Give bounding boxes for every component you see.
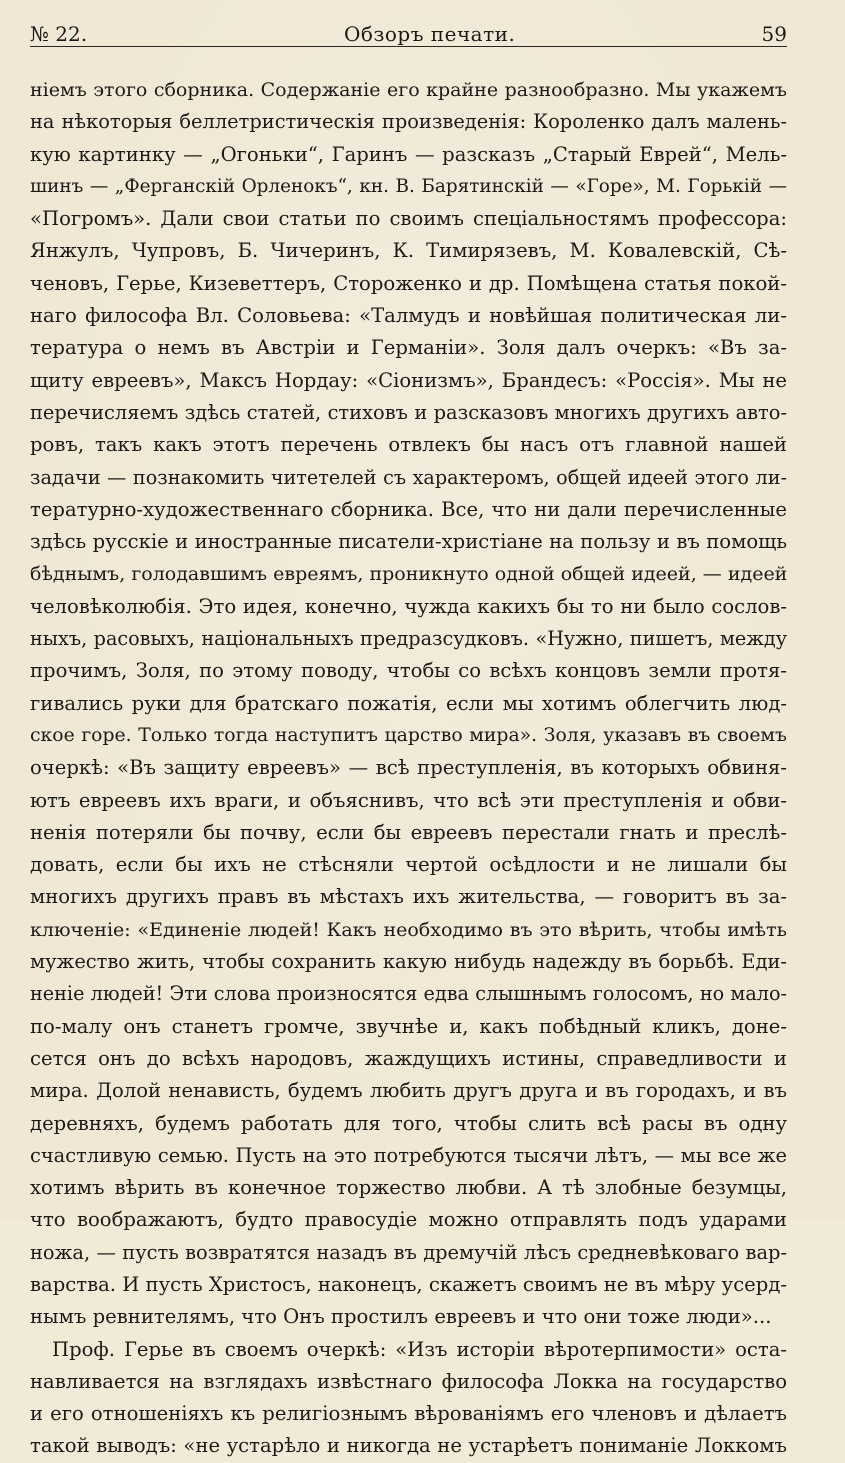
text-line: бѣднымъ, голодавшимъ евреямъ, проникнуто одной общей идеей, — идеей: [30, 563, 787, 586]
text-line: ютъ евреевъ ихъ враги, и объяснивъ, что всѣ эти преступленія и обви-: [30, 788, 787, 812]
text-line: на нѣкоторыя беллетристическія произведенія: Короленко далъ малень-: [30, 110, 787, 134]
text-line: нымъ ревнителямъ, что Онъ простилъ евреевъ и что они тоже люди»...: [30, 1305, 772, 1329]
text-line: ніемъ этого сборника. Содержаніе его крайне разнообразно. Мы укажемъ: [30, 79, 787, 101]
text-line: задачи — познакомить читетелей съ характеромъ, общей идеей этого ли-: [30, 465, 787, 489]
paragraph-start-line: Проф. Герье въ своемъ очеркѣ: «Изъ исторіи вѣротерпимости» оста-: [52, 1337, 787, 1361]
text-line: ское горе. Только тогда наступитъ царство мира». Золя, указавъ въ своемъ: [30, 724, 787, 746]
text-line: хотимъ вѣрить въ конечное торжество любви. А тѣ злобные безумцы,: [30, 1176, 787, 1200]
text-line: счастливую семью. Пусть на это потребуются тысячи лѣтъ, — мы все же: [30, 1143, 787, 1167]
text-line: очеркѣ: «Въ защиту евреевъ» — всѣ преступленія, въ которыхъ обвиня-: [30, 756, 787, 780]
text-line: Янжулъ, Чупровъ, Б. Чичеринъ, К. Тимирязевъ, М. Ковалевскій, Сѣ-: [30, 239, 787, 263]
header-rule: [30, 46, 787, 47]
text-line: «Погромъ». Дали свои статьи по своимъ спеціальностямъ профессора:: [30, 207, 787, 231]
issue-number: № 22.: [30, 22, 88, 46]
running-title: Обзоръ печати.: [344, 22, 516, 46]
text-line: деревняхъ, будемъ работать для того, чтобы слить всѣ расы въ одну: [30, 1111, 787, 1135]
text-line: и его отношеніяхъ къ религіознымъ вѣрованіямъ его членовъ и дѣлаетъ: [30, 1402, 787, 1426]
text-line: ключеніе: «Единеніе людей! Какъ необходимо въ это вѣрить, чтобы имѣть: [30, 918, 787, 941]
text-line: человѣколюбія. Это идея, конечно, чужда какихъ бы то ни было сослов-: [30, 594, 787, 618]
text-line: по-малу онъ станетъ громче, звучнѣе и, какъ побѣдный кликъ, доне-: [30, 1014, 787, 1038]
text-line: многихъ другихъ правъ въ мѣстахъ ихъ жительства, — говоритъ въ за-: [30, 885, 787, 909]
text-line: мира. Долой ненависть, будемъ любить другъ друга и въ городахъ, и въ: [30, 1079, 787, 1103]
text-line: довать, если бы ихъ не стѣсняли чертой осѣдлости и не лишали бы: [30, 853, 787, 877]
text-line: тературно-художественнаго сборника. Все, что ни дали перечисленные: [30, 497, 787, 521]
text-line: тература о немъ въ Австріи и Германіи». Золя далъ очеркъ: «Въ за-: [30, 336, 787, 360]
text-line: щиту евреевъ», Максъ Нордау: «Сіонизмъ», Брандесъ: «Россія». Мы не: [30, 368, 787, 392]
page-number: 59: [761, 22, 787, 46]
body-text: [30, 74, 787, 1463]
text-line: перечисляемъ здѣсь статей, стиховъ и разсказовъ многихъ другихъ авто-: [30, 400, 787, 424]
text-line: здѣсь русскіе и иностранные писатели-христіане на пользу и въ помощь: [30, 530, 787, 554]
text-line: такой выводъ: «не устарѣло и никогда не устарѣетъ пониманіе Локкомъ: [30, 1434, 787, 1458]
text-line: навливается на взглядахъ извѣстнаго философа Локка на государство: [30, 1369, 787, 1393]
text-line: гивались руки для братскаго пожатія, если мы хотимъ облегчить люд-: [30, 691, 787, 715]
text-line: сется онъ до всѣхъ народовъ, жаждущихъ истины, справедливости и: [30, 1046, 787, 1070]
text-line: ныхъ, расовыхъ, національныхъ предразсудковъ. «Нужно, пишетъ, между: [30, 627, 787, 651]
text-line: ненія потеряли бы почву, если бы евреевъ перестали гнать и преслѣ-: [30, 820, 787, 844]
text-line: ножа, — пусть возвратятся назадъ въ дремучій лѣсъ средневѣковаго вар-: [30, 1240, 787, 1264]
text-line: ровъ, такъ какъ этотъ перечень отвлекъ бы насъ отъ главной нашей: [30, 433, 787, 457]
text-line: неніе людей! Эти слова произносятся едва слышнымъ голосомъ, но мало-: [30, 982, 787, 1006]
text-line: варства. И пусть Христосъ, наконецъ, скажетъ своимъ не въ мѣру усерд-: [30, 1272, 787, 1296]
text-line: прочимъ, Золя, по этому поводу, чтобы со всѣхъ концовъ земли протя-: [30, 659, 787, 683]
text-line: мужество жить, чтобы сохранить какую нибудь надежду въ борьбѣ. Еди-: [30, 950, 787, 974]
text-line: что воображаютъ, будто правосудіе можно отправлять подъ ударами: [30, 1208, 787, 1232]
text-line: кую картинку — „Огоньки“, Гаринъ — разсказъ „Старый Еврей“, Мель-: [30, 142, 787, 166]
text-line: наго философа Вл. Соловьева: «Талмудъ и новѣйшая политическая ли-: [30, 304, 787, 328]
text-line: ченовъ, Герье, Кизеветтеръ, Стороженко и др. Помѣщена статья покой-: [30, 271, 787, 295]
text-line: шинъ — „Ферганскій Орленокъ“, кн. В. Барятинскій — «Горе», М. Горькій —: [30, 175, 787, 197]
